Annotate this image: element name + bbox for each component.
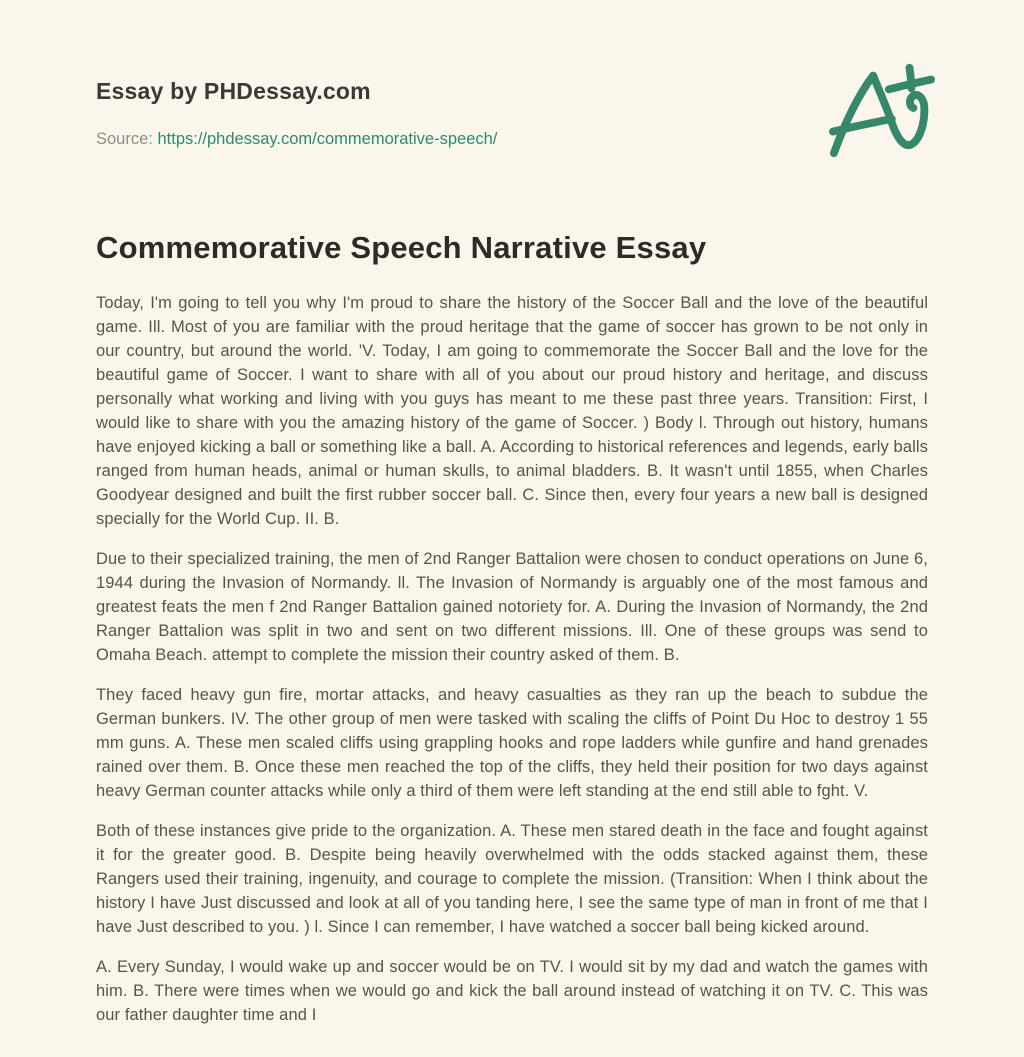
- essay-paragraph-5: A. Every Sunday, I would wake up and soccer would be on TV. I would sit by my dad and watch the games with him. B. There were times when we would go and kick the ball around instead of watching it on TV. C. This was our father daughter time and I: [96, 958, 928, 1024]
- essay-paragraph-3: They faced heavy gun fire, mortar attacks, and heavy casualties as they ran up the beach to subdue the German bunkers. IV. The other group of men were tasked with scaling the cliffs of Point Du Hoc to destroy 1 55 mm guns. A. These men scaled cliffs using grappling hooks and rope ladders while gunfire and hand grenades rained over them. B. Once these men reached the top of the cliffs, they held their position for two days against heavy German counter attacks while only a third of them were left standing at the end still able to fght. V.: [96, 686, 928, 800]
- essay-paragraph-1: Today, I'm going to tell you why I'm proud to share the history of the Soccer Ball and the love of the beautiful game. Ill. Most of you are familiar with the proud heritage that the game of soccer has grown to be not only in our country, but around the world. 'V. Today, I am going to commemorate the Soccer Ball and the love for the beautiful game of Soccer. I want to share with all of you about our proud history and heritage, and discuss personally what working and living with you guys has meant to me these past three years. Transition: First, I would like to share with you the amazing history of the game of Soccer. ) Body l. Through out history, humans have enjoyed kicking a ball or something like a ball. A. According to historical references and legends, early balls ranged from human heads, animal or human skulls, to animal bladders. B. It wasn't until 1855, when Charles Goodyear designed and built the first rubber soccer ball. C. Since then, every four years a new ball is designed specially for the World Cup. II. B.: [96, 294, 928, 528]
- essay-paragraph-2: Due to their specialized training, the men of 2nd Ranger Battalion were chosen to conduct operations on June 6, 1944 during the Invasion of Normandy. ll. The Invasion of Normandy is arguably one of the most famous and greatest feats the men f 2nd Ranger Battalion gained notoriety for. A. During the Invasion of Normandy, the 2nd Ranger Battalion was split in two and sent on two different missions. Ill. One of these groups was send to Omaha Beach. attempt to complete the mission their country asked of them. B.: [96, 550, 928, 664]
- essay-content: [96, 291, 928, 1027]
- phdessay-a-plus-logo-icon: [828, 60, 936, 160]
- essay-title: Commemorative Speech Narrative Essay: [96, 230, 707, 265]
- essay-paragraph-4: Both of these instances give pride to the organization. A. These men stared death in the face and fought against it for the greater good. B. Despite being heavily overwhelmed with the odds stacked against them, these Rangers used their training, ingenuity, and courage to complete the mission. (Transition: When I think about the history I have Just discussed and look at all of you tanding here, I see the same type of man in front of me that I have Just described to you. ) l. Since I can remember, I have watched a soccer ball being kicked around.: [96, 822, 928, 936]
- essay-byline: Essay by PHDessay.com: [96, 78, 371, 104]
- source-link[interactable]: https://phdessay.com/commemorative-speech/: [157, 130, 498, 148]
- source-row: [96, 130, 928, 149]
- source-label: Source:: [96, 130, 153, 148]
